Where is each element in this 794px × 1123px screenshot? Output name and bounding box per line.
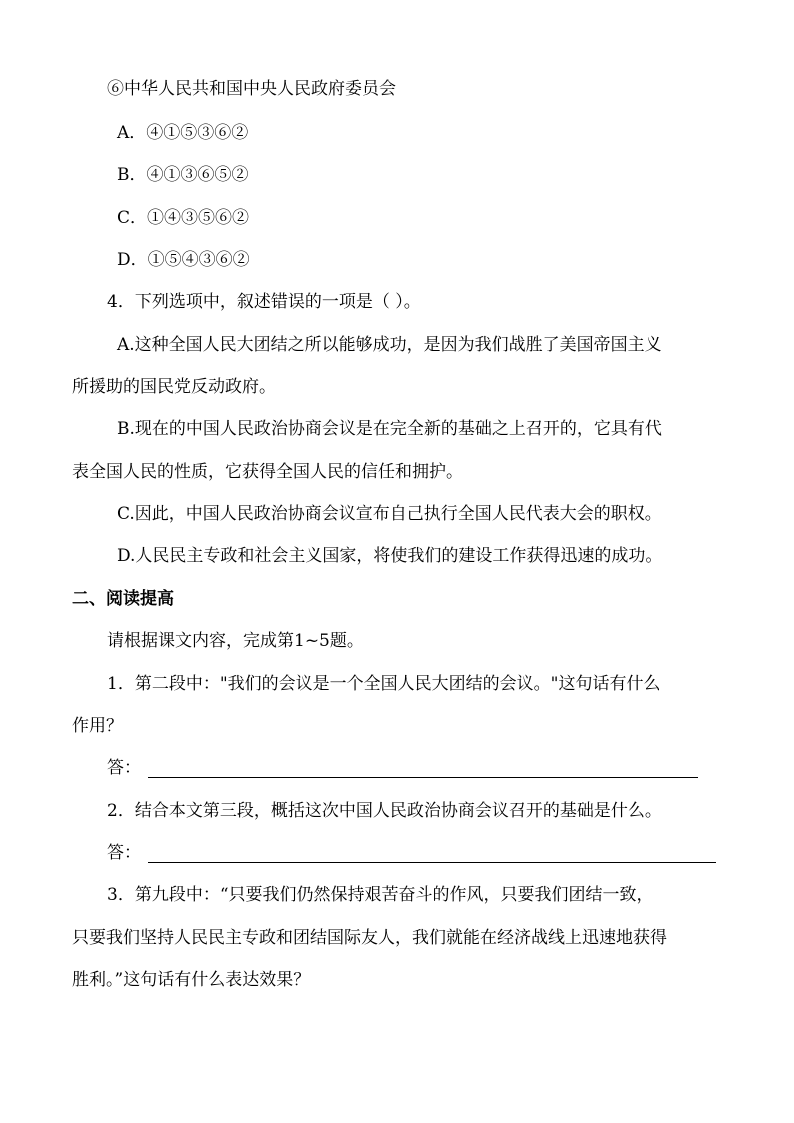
reading-q1-line1: 1．第二段中："我们的会议是一个全国人民大团结的会议。"这句话有什么 xyxy=(107,674,661,694)
answer-line-2[interactable] xyxy=(148,862,716,863)
q4-option-d: D.人民民主专政和社会主义国家，将使我们的建设工作获得迅速的成功。 xyxy=(117,546,663,566)
reading-q3-line1: 3．第九段中：“只要我们仍然保持艰苦奋斗的作风，只要我们团结一致， xyxy=(107,885,654,905)
reading-q3-line3: 胜利。”这句话有什么表达效果？ xyxy=(72,970,311,990)
q4-option-a-line2: 所援助的国民党反动政府。 xyxy=(72,377,276,397)
answer-label-2: 答： xyxy=(107,843,141,863)
q4-option-b-line1: B.现在的中国人民政治协商会议是在完全新的基础之上召开的，它具有代 xyxy=(117,419,662,439)
q3-option-b: B．④①③⑥⑤② xyxy=(117,165,249,185)
reading-q3-line2: 只要我们坚持人民民主专政和团结国际友人，我们就能在经济战线上迅速地获得 xyxy=(72,928,667,948)
q3-item-6: ⑥中华人民共和国中央人民政府委员会 xyxy=(107,79,396,99)
section-intro: 请根据课文内容，完成第1~5题。 xyxy=(107,631,364,651)
q4-option-a-line1: A.这种全国人民大团结之所以能够成功，是因为我们战胜了美国帝国主义 xyxy=(117,335,662,355)
reading-q2: 2．结合本文第三段，概括这次中国人民政治协商会议召开的基础是什么。 xyxy=(107,801,662,821)
q3-option-d: D．①⑤④③⑥② xyxy=(117,250,250,270)
section-heading: 二、阅读提高 xyxy=(72,589,174,609)
q3-option-c: C．①④③⑤⑥② xyxy=(117,208,250,228)
q4-option-b-line2: 表全国人民的性质，它获得全国人民的信任和拥护。 xyxy=(72,462,463,482)
answer-label-1: 答： xyxy=(107,758,141,778)
q3-option-a: A．④①⑤③⑥② xyxy=(117,123,249,143)
answer-line-1[interactable] xyxy=(148,777,698,778)
reading-q1-line2: 作用？ xyxy=(72,716,123,736)
q4-stem: 4．下列选项中，叙述错误的一项是（ ）。 xyxy=(107,292,421,312)
q4-option-c: C.因此，中国人民政治协商会议宣布自己执行全国人民代表大会的职权。 xyxy=(117,504,662,524)
